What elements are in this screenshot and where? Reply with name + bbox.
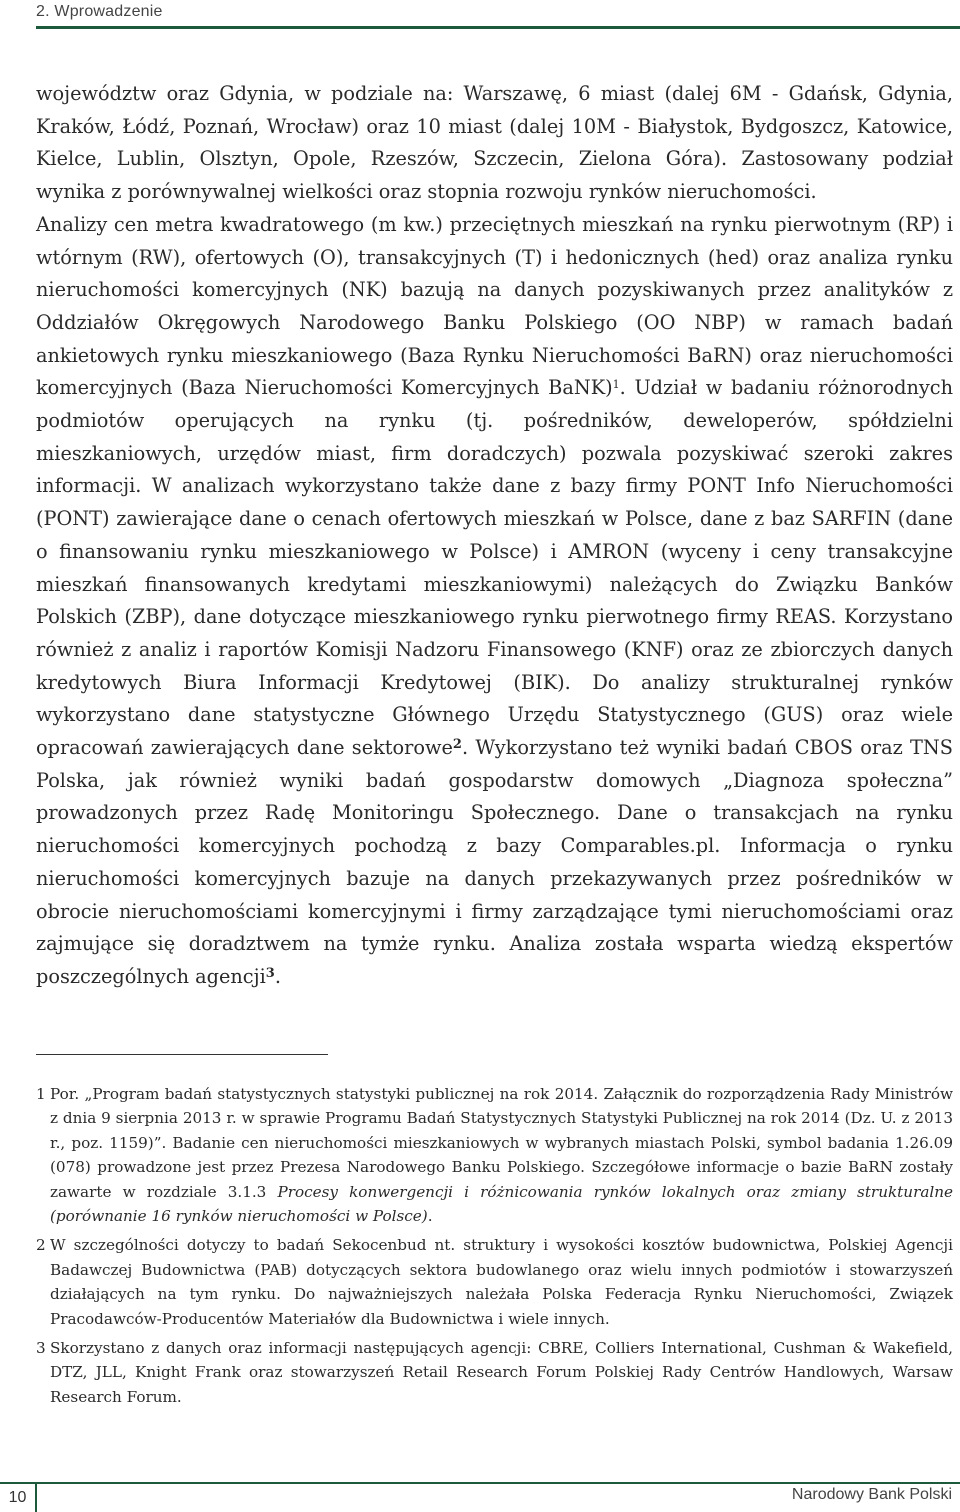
footnote-text: W szczególności dotyczy to badań Sekocenbud nt. struktury i wysokości kosztów budownictwa, Polskiej Agencji Badawczej Budownictwa (PAB) dotyczących sektora budowlanego oraz wielu innych podmiotów i stowarzyszeń działających na tym rynku. Do najważniejszych należała Polska Federacja Rynku Nieruchomości, Związek Pracodawców-Producentów Materiałów dla Budownictwa i wiele innych. — [50, 1236, 953, 1328]
paragraph-data-sources-part-b: . Udział w badaniu różnorodnych podmiotów operujących na rynku (tj. pośredników, deweloperów, spółdzielni mieszkaniowych, urzędów miast, firm doradczych) pozwala pozyskiwać szeroki zakres informacji. W analizach wykorzystano także dane z bazy firmy PONT Info Nieruchomości (PONT) zawierające dane o cenach ofertowych mieszkań w Polsce, dane z baz SARFIN (dane o finansowaniu rynku mieszkaniowego w Polsce) i AMRON (wyceny i ceny transakcyjne mieszkań finansowanych kredytami mieszkaniowymi) należących do Związku Banków Polskich (ZBP), dane dotyczące mieszkaniowego rynku pierwotnego firmy REAS. Korzystano również z analiz i raportów Komisji Nadzoru Finansowego (KNF) oraz ze zbiorczych danych kredytowych Biura Informacji Kredytowej (BIK). Do analizy strukturalnej rynków wykorzystano dane statystyczne Głównego Urzędu Statystycznego (GUS) oraz wiele opracowań zawierających dane sektorowe — [36, 376, 953, 760]
footnote-text: Skorzystano z danych oraz informacji następujących agencji: CBRE, Colliers International, Cushman & Wakefield, DTZ, JLL, Knight Frank oraz stowarzyszeń Retail Research Forum Polskiej Rady Centrów Handlowych, Warsaw Research Forum. — [50, 1339, 953, 1406]
footnote-1-text-a: Por. „Program badań statystycznych statystyki publicznej na rok 2014. Załącznik do rozporządzenia Rady Ministrów z dnia 9 sierpnia 2013 r. w sprawie Programu Badań Statystycznych Statystyki Publicznej na rok 2014 (Dz. U. z 2013 r., poz. 1159)”. Badanie cen nieruchomości mieszkaniowych w wybranych miastach Polski, symbol badania 1.26.09 (078) prowadzone jest przez Prezesa Narodowego Banku Polskiego. Szczegółowe informacje o bazie BaRN zostały zawarte w rozdziale 3.1.3 — [50, 1085, 953, 1201]
paragraph-data-sources-part-a: Analizy cen metra kwadratowego (m kw.) przeciętnych mieszkań na rynku pierwotnym (RP) i wtórnym (RW), ofertowych (O), transakcyjnych (T) i hedonicznych (hed) oraz analiza rynku nieruchomości komercyjnych (NK) bazują na danych pozyskiwanych przez analityków z Oddziałów Okręgowych Narodowego Banku Polskiego (OO NBP) w ramach badań ankietowych rynku mieszkaniowego (Baza Rynku Nieruchomości BaRN) oraz nieruchomości komercyjnych (Baza Nieruchomości Komercyjnych BaNK) — [36, 212, 953, 400]
paragraph-data-sources-part-d: . — [274, 964, 281, 988]
footnotes — [36, 1082, 953, 1414]
footnote-ref-3[interactable]: 3 — [265, 965, 275, 981]
footnote-number: 1 — [36, 1085, 46, 1103]
footnote-separator — [36, 1054, 328, 1055]
footnote-number: 2 — [36, 1236, 46, 1255]
page-number: 10 — [0, 1482, 37, 1512]
footnote-1-text-b: . — [427, 1207, 433, 1226]
footnote-1-italic-title: Procesy konwergencji i różnicowania rynków lokalnych oraz zmiany strukturalne (porównanie 16 rynków nieruchomości w Polsce) — [50, 1182, 954, 1226]
footnote-ref-2[interactable]: 2 — [452, 737, 462, 753]
paragraph-data-sources — [36, 209, 953, 994]
footnote-number: 3 — [36, 1339, 46, 1358]
footnote-1 — [36, 1082, 953, 1228]
chapter-title: 2. Wprowadzenie — [36, 3, 163, 20]
footer-rule — [37, 1482, 960, 1484]
publisher-name: Narodowy Bank Polski — [791, 1486, 952, 1503]
footnote-2 — [36, 1233, 953, 1331]
footnote-text — [50, 1082, 953, 1228]
paragraph-regions: województw oraz Gdynia, w podziale na: Warszawę, 6 miast (dalej 6M - Gdańsk, Gdynia, Kraków, Łódź, Poznań, Wrocław) oraz 10 miast (dalej 10M - Białystok, Bydgoszcz, Katowice, Kielce, Lublin, Olsztyn, Opole, Rzeszów, Szczecin, Zielona Góra). Zastosowany podział wynika z porównywalnej wielkości oraz stopnia rozwoju rynków nieruchomości. — [36, 82, 953, 204]
main-text — [36, 78, 953, 994]
footnote-ref-1[interactable]: 1 — [612, 378, 620, 392]
header-rule — [36, 26, 960, 29]
footnote-3 — [36, 1336, 953, 1409]
paragraph-data-sources-part-c: . Wykorzystano też wyniki badań CBOS oraz TNS Polska, jak również wyniki badań gospodarstw domowych „Diagnoza społeczna” prowadzonych przez Radę Monitoringu Społecznego. Dane o transakcjach na rynku nieruchomości komercyjnych pochodzą z bazy Comparables.pl. Informacja o rynku nieruchomości komercyjnych bazuje na danych przekazywanych przez pośredników w obrocie nieruchomościami komercyjnymi i firmy zarządzające tymi nieruchomościami oraz zajmujące się doradztwem na tymże rynku. Analiza została wsparta wiedzą ekspertów poszczególnych agencji — [36, 736, 953, 988]
